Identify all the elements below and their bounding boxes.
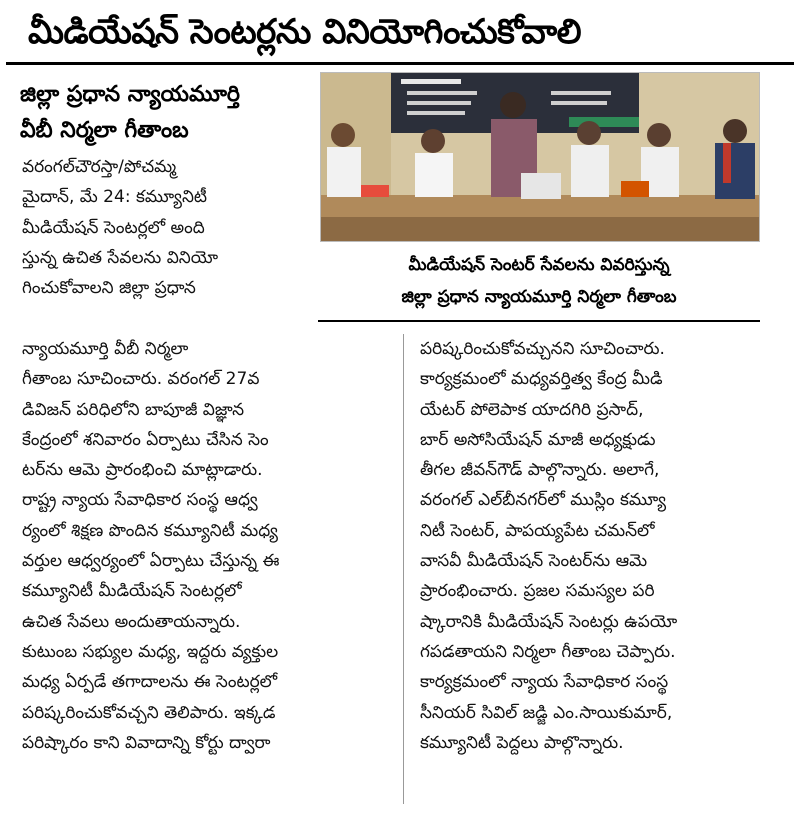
subhead-line-1: జిల్లా ప్రధాన న్యాయమూర్తి xyxy=(20,82,240,107)
body-line: రాష్ట్ర న్యాయ సేవాధికార సంస్థ ఆధ్వ xyxy=(22,490,258,511)
body-line: గపడతాయని నిర్మలా గీతాంబ చెప్పారు. xyxy=(420,641,676,662)
photo-caption xyxy=(318,244,760,322)
body-line: డివిజన్ పరిధిలోని బాపూజీ విజ్ఞాన xyxy=(22,399,245,420)
body-line: కమ్యూనిటీ పెద్దలు పాల్గొన్నారు. xyxy=(420,732,624,753)
article-column-left xyxy=(22,334,392,758)
body-line: కుటుంబ సభ్యుల మధ్య, ఇద్దరు వ్యక్తుల xyxy=(22,641,279,662)
top-rule xyxy=(6,62,794,65)
body-line: పరిష్కారం కాని వివాదాన్ని కోర్టు ద్వారా xyxy=(22,732,271,753)
body-line: తీగల జీవన్‌గౌడ్ పాల్గొన్నారు. అలాగే, xyxy=(420,460,660,481)
body-line: ప్రారంభించారు. ప్రజల సమస్యల పరి xyxy=(420,581,655,602)
caption-line-1: మీడియేషన్ సెంటర్ సేవలను వివరిస్తున్న xyxy=(408,255,670,275)
headline: మీడియేషన్ సెంటర్లను వినియోగించుకోవాలి xyxy=(28,12,582,52)
body-line: వరంగల్‌చౌరస్తా/పోచమ్మ xyxy=(22,157,177,177)
body-line: న్యాయమూర్తి వీబీ నిర్మలా xyxy=(22,339,189,359)
article-column-right xyxy=(420,334,770,758)
body-line: పరిష్కరించుకోవచ్చునని సూచించారు. xyxy=(420,339,665,359)
caption-line-2: జిల్లా ప్రధాన న్యాయమూర్తి నిర్మలా గీతాంబ xyxy=(401,287,677,307)
body-line: వర్తుల ఆధ్వర్యంలో ఏర్పాటు చేస్తున్న ఈ xyxy=(22,551,280,572)
body-line: సీనియర్ సివిల్ జడ్జి ఎం.సాయికుమార్, xyxy=(420,702,673,723)
body-line: ర్యంలో శిక్షణ పొందిన కమ్యూనిటీ మధ్య xyxy=(22,520,278,541)
body-line: పరిష్కరించుకోవచ్చని తెలిపారు. ఇక్కడ xyxy=(22,702,276,723)
body-line: కార్యక్రమంలో న్యాయ సేవాధికార సంస్థ xyxy=(420,672,669,693)
body-line: యేటర్ పోలెపాక యాదగిరి ప్రసాద్, xyxy=(420,399,644,420)
body-line: కమ్యూనిటీ మీడియేషన్ సెంటర్లలో xyxy=(22,581,242,602)
article-column-top xyxy=(22,152,312,303)
body-line: స్తున్న ఉచిత సేవలను వినియో xyxy=(22,247,219,268)
body-line: కేంద్రంలో శనివారం ఏర్పాటు చేసిన సెం xyxy=(22,429,269,450)
body-line: మధ్య ఏర్పడే తగాదాలను ఈ సెంటర్లలో xyxy=(22,672,278,693)
body-line: టర్‌ను ఆమె ప్రారంభించి మాట్లాడారు. xyxy=(22,460,263,481)
news-photo-illustration xyxy=(321,73,759,241)
body-line: గించుకోవాలని జిల్లా ప్రధాన xyxy=(22,278,196,299)
body-line: కార్యక్రమంలో మధ్యవర్తిత్వ కేంద్ర మీడి xyxy=(420,369,663,390)
body-line: బార్ అసోసియేషన్ మాజీ అధ్యక్షుడు xyxy=(420,429,656,450)
news-photo xyxy=(320,72,760,242)
subhead-line-2: వీబీ నిర్మలా గీతాంబ xyxy=(20,118,189,143)
body-line: వాసవీ మీడియేషన్ సెంటర్‌ను ఆమె xyxy=(420,551,648,572)
body-line: ష్కారానికి మీడియేషన్ సెంటర్లు ఉపయో xyxy=(420,611,678,632)
body-line: ఉచిత సేవలు అందుతాయన్నారు. xyxy=(22,611,241,632)
body-line: గీతాంబ సూచించారు. వరంగల్ 27వ xyxy=(22,369,260,390)
body-line: నిటీ సెంటర్, పాపయ్యపేట చమన్‌లో xyxy=(420,520,655,541)
body-line: మీడియేషన్ సెంటర్లలో అంది xyxy=(22,217,205,238)
column-divider xyxy=(403,334,404,804)
body-line: వరంగల్ ఎల్‌బీనగర్‌లో ముస్లిం కమ్యూ xyxy=(420,490,667,511)
body-line: మైదాన్, మే 24: కమ్యూనిటీ xyxy=(22,187,208,208)
